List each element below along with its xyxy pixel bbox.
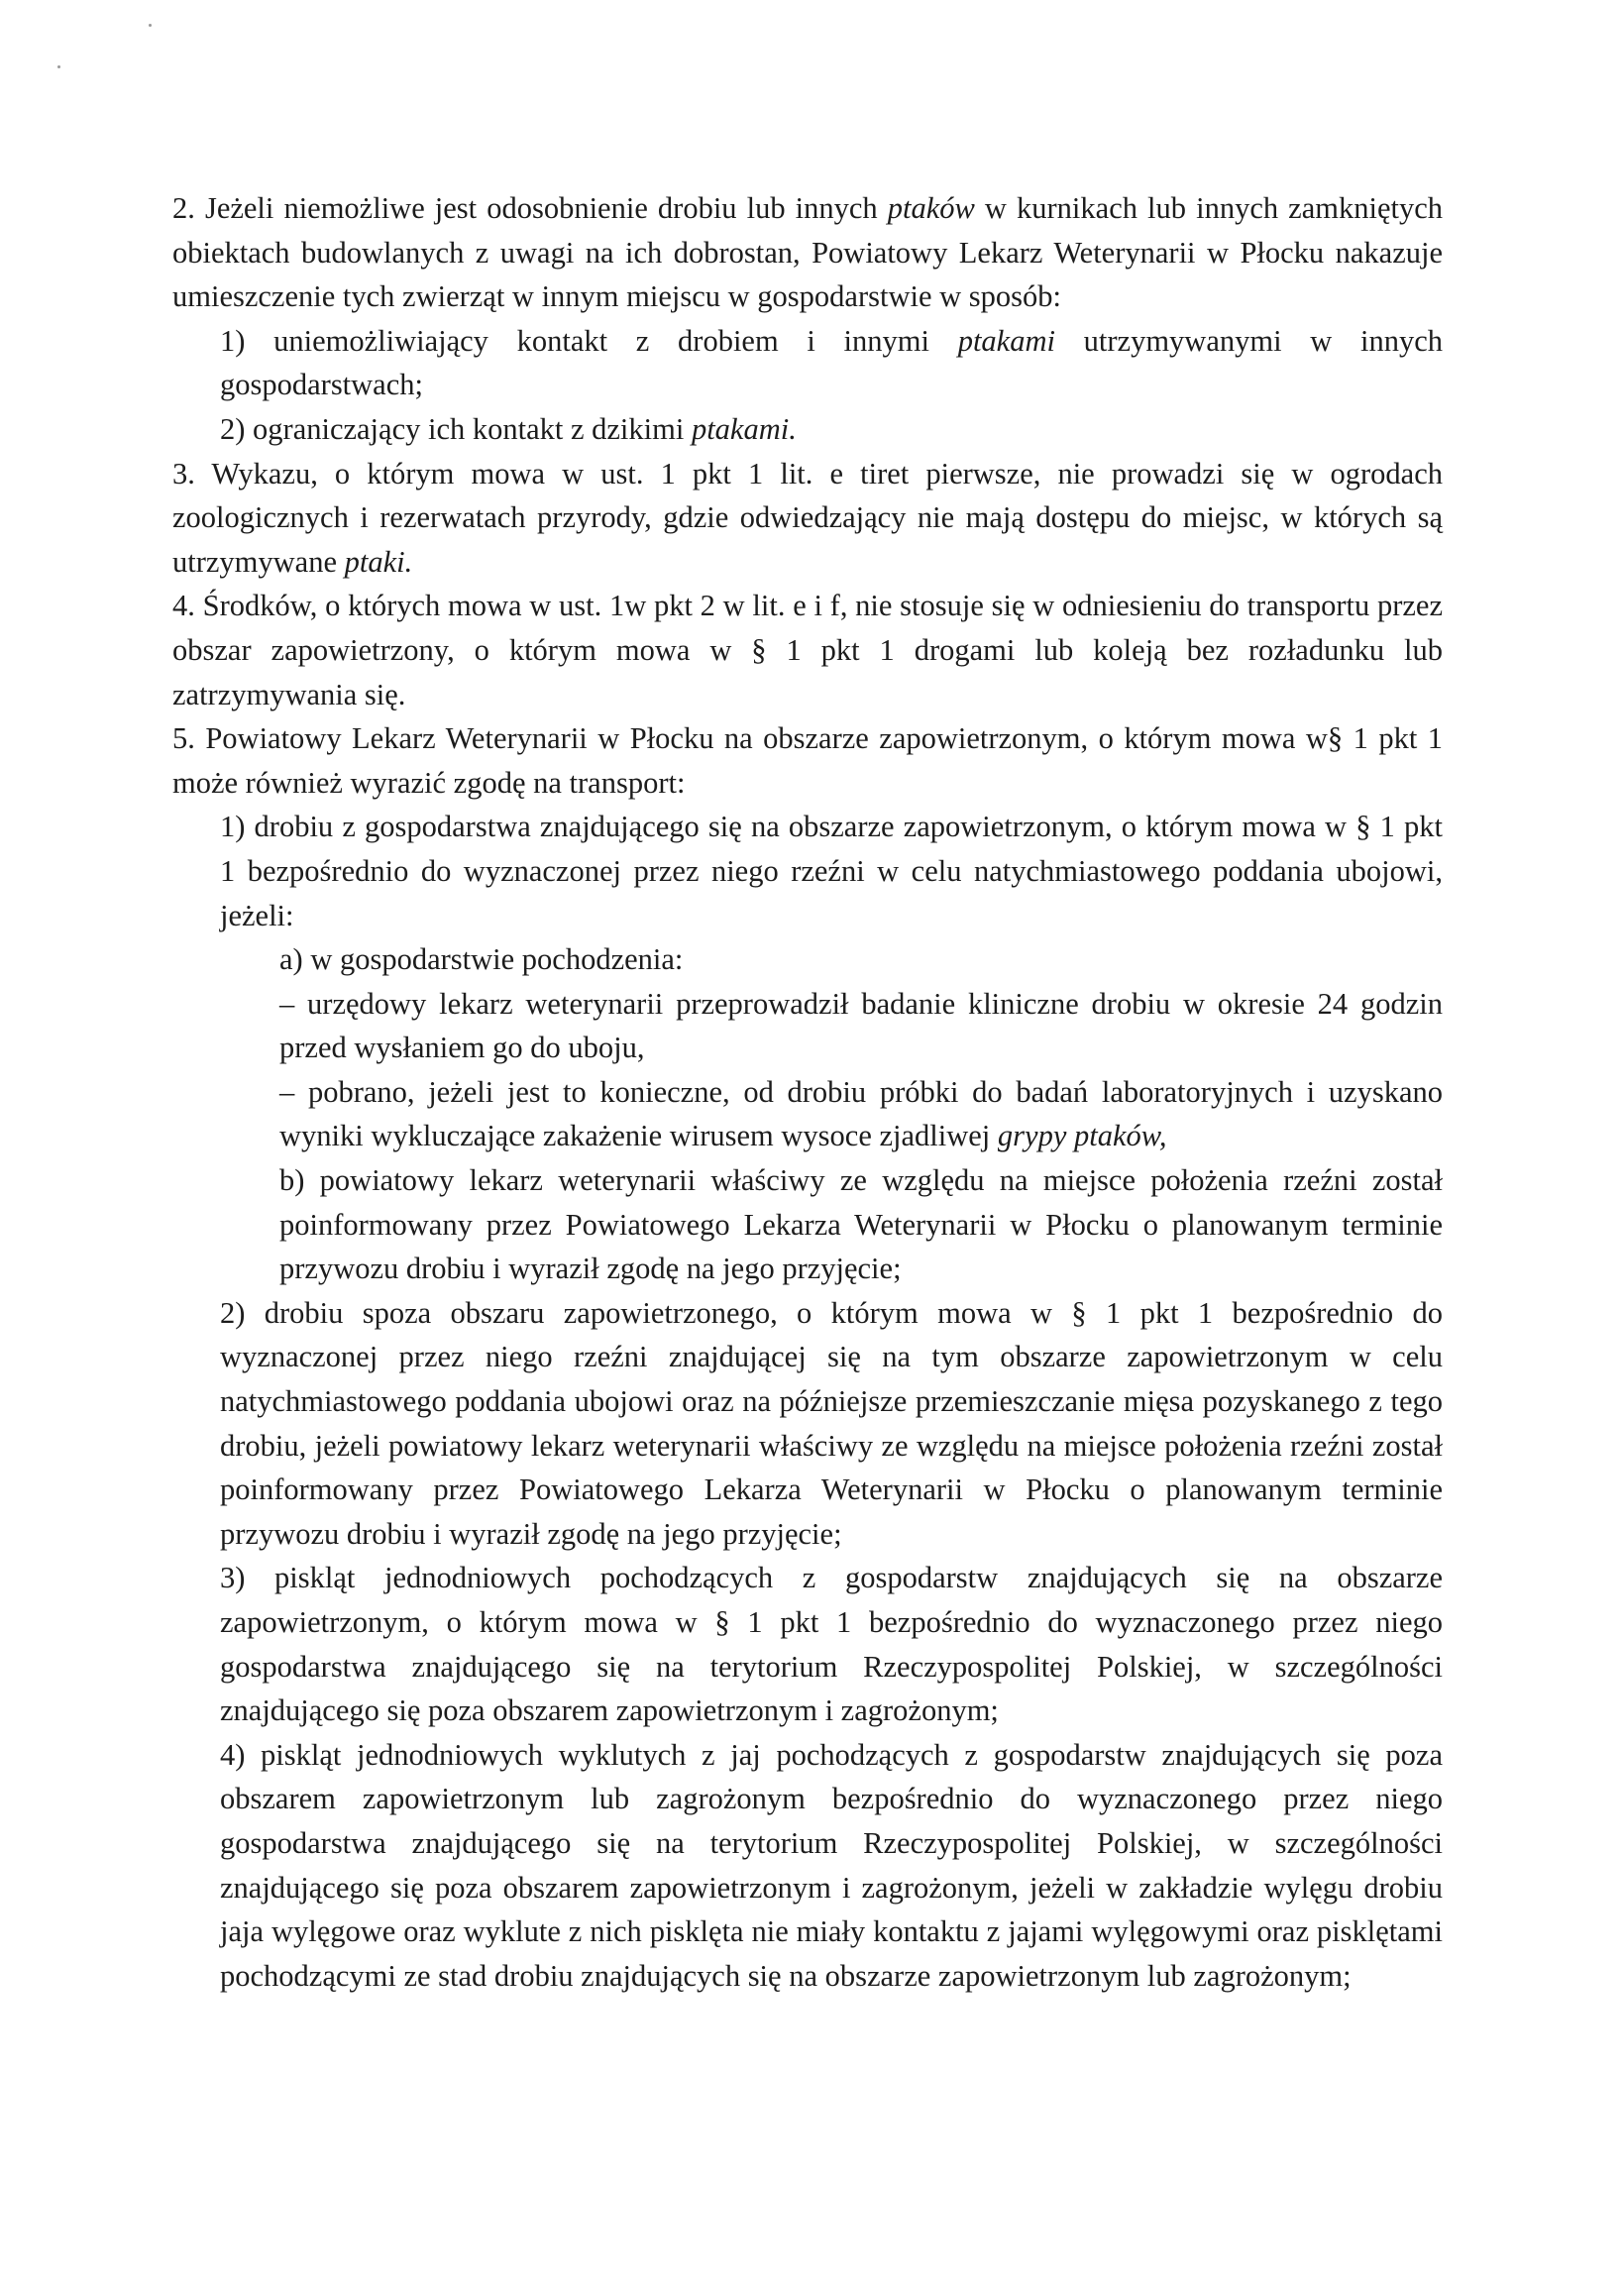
text-run: 2) drobiu spoza obszaru zapowietrzonego, o którym mowa w § 1 pkt 1 bezpośrednio do wyznaczonej przez niego rzeźni znajdującej się na tym obszarze zapowietrzonym w celu natychmiastowego poddania ubojowi oraz na późniejsze przemieszczanie mięsa pozyskanego z tego drobiu, jeżeli powiatowy lekarz weterynarii właściwy ze względu na miejsce położenia rzeźni został poinformowany przez Powiatowego Lekarza Weterynarii w Płocku o planowanym terminie przywozu drobiu i wyraził zgodę na jego przyjęcie; — [220, 1295, 1443, 1551]
text-run: a) w gospodarstwie pochodzenia: — [279, 942, 684, 977]
text-run: 3. Wykazu, o którym mowa w ust. 1 pkt 1 lit. e tiret pierwsze, nie prowadzi się w ogrodach zoologicznych i rezerwatach przyrody, gdzie odwiedzający nie mają dostępu do miejsc, w których są utrzymywane — [172, 456, 1443, 579]
text-run: 1) uniemożliwiający kontakt z drobiem i innymi — [220, 323, 958, 358]
text-run: – pobrano, jeżeli jest to konieczne, od drobiu próbki do badań laboratoryjnych i uzyskano wyniki wykluczające zakażenie wirusem wysoce zjadliwej — [279, 1074, 1443, 1153]
text-run: utrzymywanymi w innych gospodarstwach; — [220, 323, 1443, 402]
scan-speck — [57, 65, 60, 68]
text-run: w kurnikach lub innych zamkniętych obiektach budowlanych z uwagi na ich dobrostan, Powiatowy Lekarz Weterynarii w Płocku nakazuje umieszczenie tych zwierząt w innym miejscu w gospodarstwie w sposób: — [172, 191, 1443, 314]
paragraph — [172, 319, 1443, 407]
italic-term: ptakami — [957, 323, 1055, 358]
paragraph — [172, 1733, 1443, 1999]
text-run: b) powiatowy lekarz weterynarii właściwy ze względu na miejsce położenia rzeźni został poinformowany przez Powiatowego Lekarza Weterynarii w Płocku o planowanym terminie przywozu drobiu i wyraził zgodę na jego przyjęcie; — [279, 1163, 1443, 1286]
text-run: 4) piskląt jednodniowych wyklutych z jaj pochodzących z gospodarstw znajdujących się poza obszarem zapowietrzonym lub zagrożonym bezpośrednio do wyznaczonego przez niego gospodarstwa znajdującego się na terytorium Rzeczypospolitej Polskiej, w szczególności znajdującego się poza obszarem zapowietrzonym i zagrożonym, jeżeli w zakładzie wylęgu drobiu jaja wylęgowe oraz wyklute z nich pisklęta nie miały kontaktu z jajami wylęgowymi oraz pisklętami pochodzącymi ze stad drobiu znajdujących się na obszarze zapowietrzonym lub zagrożonym; — [220, 1737, 1443, 1993]
text-run: 2. Jeżeli niemożliwe jest odosobnienie drobiu lub innych — [172, 191, 888, 225]
document-body — [172, 186, 1443, 1998]
text-run: 4. Środków, o których mowa w ust. 1w pkt 2 w lit. e i f, nie stosuje się w odniesieniu do transportu przez obszar zapowietrzony, o którym mowa w § 1 pkt 1 drogami lub koleją bez rozładunku lub zatrzymywania się. — [172, 589, 1443, 711]
italic-term: ptakami. — [691, 411, 797, 446]
paragraph — [172, 805, 1443, 937]
paragraph — [172, 186, 1443, 319]
paragraph — [172, 982, 1443, 1070]
italic-term: ptaków — [887, 191, 975, 225]
paragraph — [172, 1158, 1443, 1291]
paragraph — [172, 1556, 1443, 1732]
text-run: 3) piskląt jednodniowych pochodzących z gospodarstw znajdujących się na obszarze zapowietrzonym, o którym mowa w § 1 pkt 1 bezpośrednio do wyznaczonego przez niego gospodarstwa znajdującego się na terytorium Rzeczypospolitej Polskiej, w szczególności znajdującego się poza obszarem zapowietrzonym i zagrożonym; — [220, 1561, 1443, 1728]
paragraph — [172, 716, 1443, 805]
italic-term: ptaki. — [344, 544, 413, 579]
text-run: – urzędowy lekarz weterynarii przeprowadził badanie kliniczne drobiu w okresie 24 godzin przed wysłaniem go do uboju, — [279, 986, 1443, 1065]
italic-term: grypy ptaków, — [997, 1119, 1167, 1153]
paragraph — [172, 937, 1443, 982]
text-run: 2) ograniczający ich kontakt z dzikimi — [220, 411, 692, 446]
paragraph — [172, 407, 1443, 452]
text-run: 5. Powiatowy Lekarz Weterynarii w Płocku na obszarze zapowietrzonym, o którym mowa w§ 1 pkt 1 może również wyrazić zgodę na transport: — [172, 721, 1443, 800]
text-run: 1) drobiu z gospodarstwa znajdującego się na obszarze zapowietrzonym, o którym mowa w § 1 pkt 1 bezpośrednio do wyznaczonej przez niego rzeźni w celu natychmiastowego poddania ubojowi, jeżeli: — [220, 810, 1443, 932]
scan-speck — [149, 24, 152, 27]
paragraph — [172, 584, 1443, 716]
paragraph — [172, 452, 1443, 585]
paragraph — [172, 1070, 1443, 1158]
paragraph — [172, 1291, 1443, 1557]
